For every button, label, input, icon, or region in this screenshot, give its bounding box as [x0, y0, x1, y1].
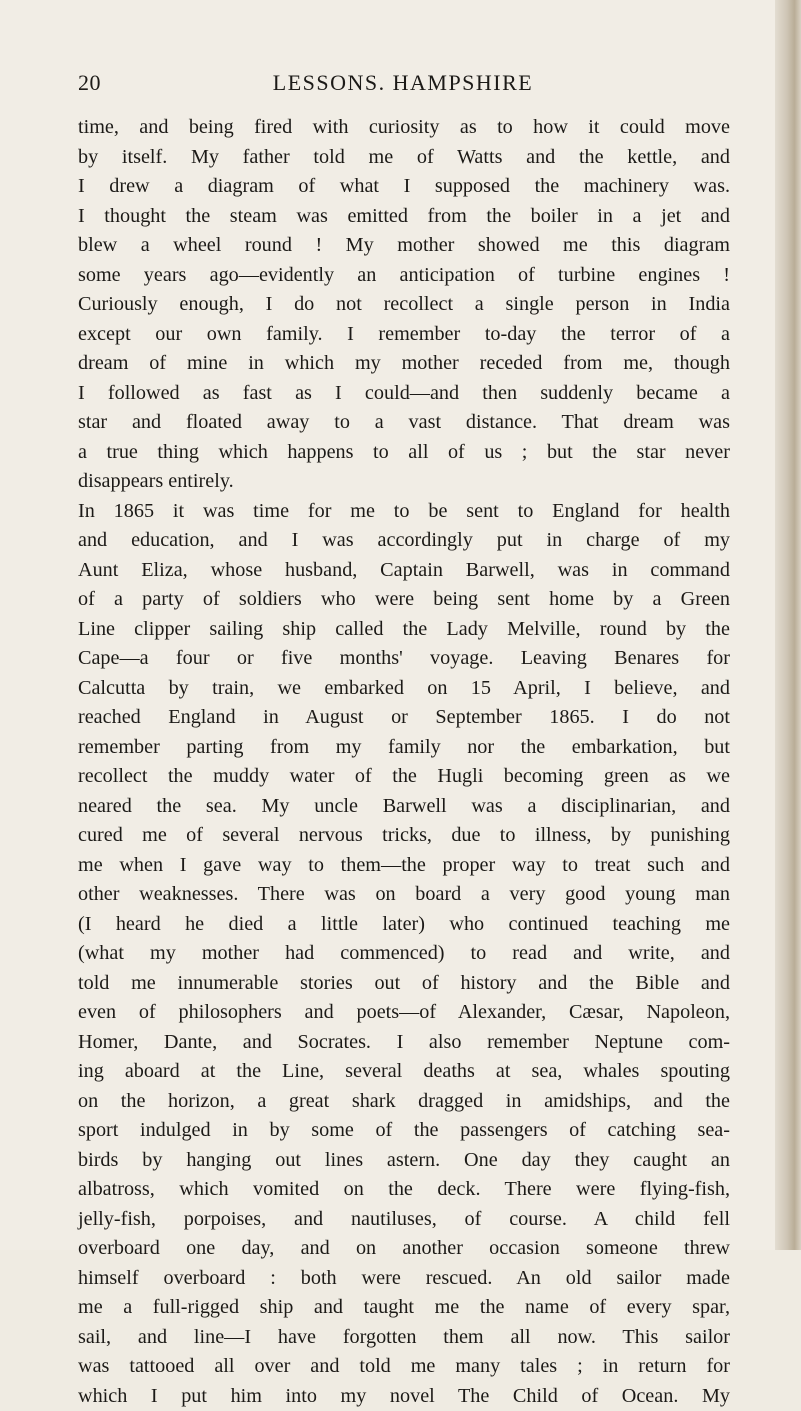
text-line: other weaknesses. There was on board a very good young man	[78, 880, 730, 910]
text-line: (I heard he died a little later) who continued teaching me	[78, 910, 730, 940]
text-line: me a full-rigged ship and taught me the name of every spar,	[78, 1293, 730, 1323]
text-line: disappears entirely.	[78, 467, 730, 497]
text-line: was tattooed all over and told me many tales ; in return for	[78, 1352, 730, 1382]
text-line: Line clipper sailing ship called the Lady Melville, round by the	[78, 615, 730, 645]
text-line: albatross, which vomited on the deck. There were flying-fish,	[78, 1175, 730, 1205]
text-line: even of philosophers and poets—of Alexander, Cæsar, Napoleon,	[78, 998, 730, 1028]
text-line: dream of mine in which my mother receded from me, though	[78, 349, 730, 379]
text-line: neared the sea. My uncle Barwell was a disciplinarian, and	[78, 792, 730, 822]
page-number: 20	[78, 70, 101, 96]
text-line: me when I gave way to them—the proper way to treat such and	[78, 851, 730, 881]
text-line: by itself. My father told me of Watts and the kettle, and	[78, 143, 730, 173]
text-line: I drew a diagram of what I supposed the machinery was.	[78, 172, 730, 202]
text-line: cured me of several nervous tricks, due to illness, by punishing	[78, 821, 730, 851]
text-line: I thought the steam was emitted from the boiler in a jet and	[78, 202, 730, 232]
text-line: except our own family. I remember to-day the terror of a	[78, 320, 730, 350]
text-line: blew a wheel round ! My mother showed me this diagram	[78, 231, 730, 261]
text-line: on the horizon, a great shark dragged in amidships, and the	[78, 1087, 730, 1117]
text-line: I followed as fast as I could—and then suddenly became a	[78, 379, 730, 409]
text-line: Calcutta by train, we embarked on 15 April, I believe, and	[78, 674, 730, 704]
text-line: told me innumerable stories out of history and the Bible and	[78, 969, 730, 999]
text-line: and education, and I was accordingly put in charge of my	[78, 526, 730, 556]
text-line: sail, and line—I have forgotten them all now. This sailor	[78, 1323, 730, 1353]
text-line: some years ago—evidently an anticipation of turbine engines !	[78, 261, 730, 291]
text-line: jelly-fish, porpoises, and nautiluses, of course. A child fell	[78, 1205, 730, 1235]
body-text	[78, 113, 730, 1411]
text-line: ing aboard at the Line, several deaths at sea, whales spouting	[78, 1057, 730, 1087]
text-line: time, and being fired with curiosity as to how it could move	[78, 113, 730, 143]
page-header	[78, 70, 728, 104]
text-line: of a party of soldiers who were being sent home by a Green	[78, 585, 730, 615]
text-line: a true thing which happens to all of us ; but the star never	[78, 438, 730, 468]
text-line: Curiously enough, I do not recollect a single person in India	[78, 290, 730, 320]
page-gutter-shadow	[775, 0, 801, 1250]
text-line: Cape—a four or five months' voyage. Leaving Benares for	[78, 644, 730, 674]
text-line: remember parting from my family nor the embarkation, but	[78, 733, 730, 763]
text-line: birds by hanging out lines astern. One day they caught an	[78, 1146, 730, 1176]
text-line: which I put him into my novel The Child of Ocean. My	[78, 1382, 730, 1411]
text-line: (what my mother had commenced) to read and write, and	[78, 939, 730, 969]
text-line: overboard one day, and on another occasion someone threw	[78, 1234, 730, 1264]
text-line: Aunt Eliza, whose husband, Captain Barwell, was in command	[78, 556, 730, 586]
text-line: himself overboard : both were rescued. An old sailor made	[78, 1264, 730, 1294]
text-line: reached England in August or September 1865. I do not	[78, 703, 730, 733]
text-line: In 1865 it was time for me to be sent to England for health	[78, 497, 730, 527]
text-line: recollect the muddy water of the Hugli becoming green as we	[78, 762, 730, 792]
text-line: sport indulged in by some of the passengers of catching sea-	[78, 1116, 730, 1146]
text-line: Homer, Dante, and Socrates. I also remember Neptune com-	[78, 1028, 730, 1058]
text-line: star and floated away to a vast distance. That dream was	[78, 408, 730, 438]
running-head: LESSONS. HAMPSHIRE	[78, 70, 728, 96]
